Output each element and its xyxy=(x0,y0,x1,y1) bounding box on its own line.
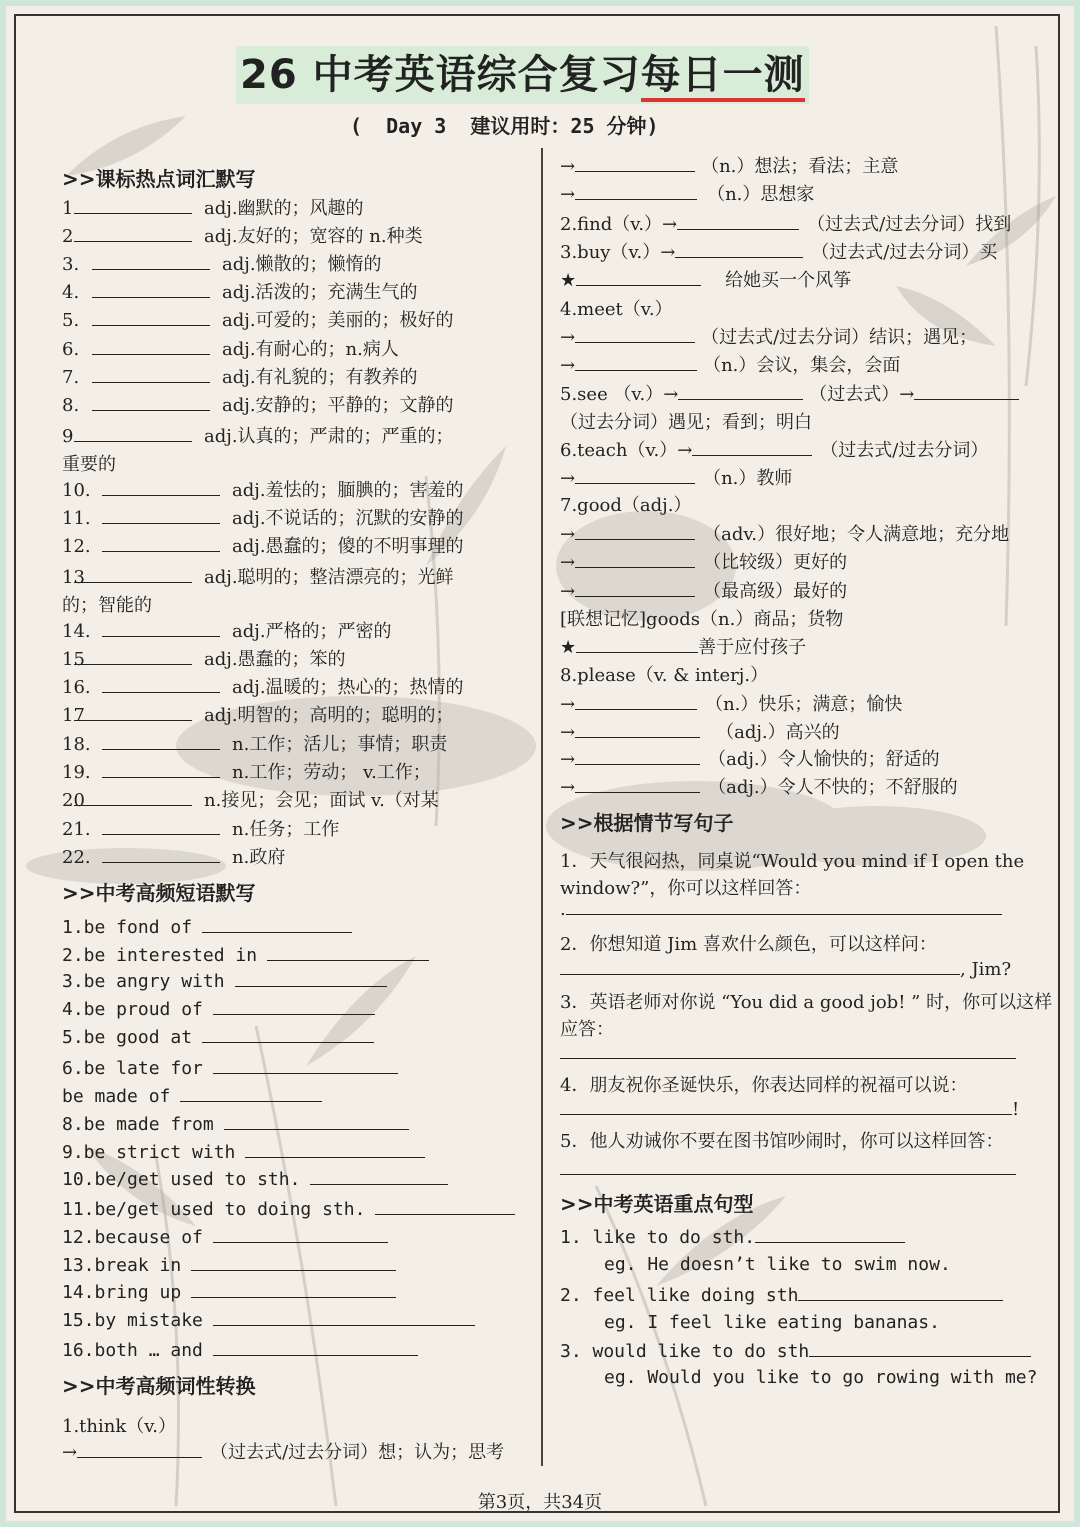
pattern-example: eg. I feel like eating bananas. xyxy=(604,1312,940,1333)
star-icon: ★ xyxy=(560,637,577,658)
vocab-desc: n.政府 xyxy=(232,847,286,868)
phrase-text: 4.be proud of xyxy=(62,999,203,1020)
arrow: → xyxy=(560,581,576,602)
row-desc: （adj.）令人不快的；不舒服的 xyxy=(708,777,958,798)
pattern-text: 2. feel like doing sth xyxy=(560,1285,799,1306)
vocab-number: 22. xyxy=(62,847,91,868)
section-sentence-heading: >>根据情节写句子 xyxy=(560,811,734,835)
vocab-desc: n.接见；会见；面试 v.（对某 xyxy=(204,790,439,811)
phrase-text: 5.be good at xyxy=(62,1027,193,1048)
wordform-row xyxy=(560,773,958,799)
phrase-item xyxy=(62,944,429,966)
pattern-text: 3. would like to do sth xyxy=(560,1341,810,1362)
answer-blank[interactable] xyxy=(575,748,700,765)
answer-blank[interactable] xyxy=(560,1158,1016,1175)
arrow: → xyxy=(560,749,576,770)
answer-blank[interactable] xyxy=(213,1309,475,1326)
please-item: 8.please（v. & interj.） xyxy=(560,665,769,686)
sentence-q1-cont: window?”，你可以这样回答： xyxy=(560,878,812,899)
phrase-text: 3.be angry with xyxy=(62,971,225,992)
vocab-desc: n.工作；活儿；事情；职责 xyxy=(232,734,448,755)
answer-blank[interactable] xyxy=(102,507,220,524)
answer-blank[interactable] xyxy=(678,383,803,400)
vocab-number: 15 xyxy=(62,649,85,670)
answer-blank[interactable] xyxy=(560,1042,1016,1059)
vocab-item xyxy=(62,786,439,812)
answer-blank[interactable] xyxy=(180,1085,322,1102)
row-desc: （adv.）很好地；令人满意地；充分地 xyxy=(703,524,1010,545)
phrase-text: 15.by mistake xyxy=(62,1310,203,1331)
phrase-text: be made of xyxy=(62,1086,171,1107)
see-desc: （过去分词）遇见；看到；明白 xyxy=(560,412,812,433)
wordform-row xyxy=(560,436,988,462)
section-wordform-heading: >>中考高频词性转换 xyxy=(62,1374,256,1398)
wordform-row xyxy=(560,266,851,292)
answer-blank[interactable] xyxy=(74,704,192,721)
good-item: 7.good（adj.） xyxy=(560,495,692,516)
row-desc: 给她买一个风筝 xyxy=(725,270,852,291)
row-prefix: 5.see （v.）→ xyxy=(560,384,679,405)
answer-blank[interactable] xyxy=(102,479,220,496)
row-desc: （比较级）更好的 xyxy=(703,552,848,573)
vocab-item xyxy=(62,563,454,589)
vocab-number: 19. xyxy=(62,762,91,783)
wordform-row xyxy=(560,577,847,603)
page-footer: 第3页，共34页 xyxy=(477,1492,603,1513)
sentence-q1: 1．天气很闷热，同桌说“Would you mind if I open the xyxy=(560,851,1025,872)
answer-blank[interactable] xyxy=(74,789,192,806)
sentence-q3-cont: 应答： xyxy=(560,1019,614,1040)
row-desc: （n.）想法；看法；主意 xyxy=(701,156,899,177)
arrow: → xyxy=(560,722,576,743)
arrow: → xyxy=(560,355,576,376)
phrase-item xyxy=(62,1168,448,1190)
pattern-row xyxy=(560,1226,905,1248)
vocab-item xyxy=(62,222,423,248)
row-desc: （过去式/过去分词）买 xyxy=(811,242,998,263)
punct: ! xyxy=(1012,1099,1020,1120)
answer-blank[interactable] xyxy=(575,354,697,371)
phrase-item xyxy=(62,970,387,992)
vocab-number: 5. xyxy=(62,310,80,331)
vocab-number: 20 xyxy=(62,790,85,811)
row-desc: （过去式/过去分词） xyxy=(820,440,989,461)
vocab-desc: adj.活泼的；充满生气的 xyxy=(222,282,418,303)
vocab-number: 7. xyxy=(62,367,80,388)
vocab-desc: 重要的 xyxy=(62,454,116,475)
vocab-desc: adj.羞怯的；腼腆的；害羞的 xyxy=(232,480,464,501)
wordform-row xyxy=(560,152,898,178)
vocab-number: 10. xyxy=(62,480,91,501)
vocab-item xyxy=(62,306,454,332)
row-prefix: 2.find（v.）→ xyxy=(560,214,678,235)
row-desc: （n.）会议，集会，会面 xyxy=(703,355,901,376)
sentence-answer-row xyxy=(560,1158,1016,1180)
arrow: → xyxy=(560,468,576,489)
row-desc: （adj.）高兴的 xyxy=(716,722,840,743)
answer-blank[interactable] xyxy=(92,309,210,326)
answer-blank[interactable] xyxy=(77,1441,202,1458)
vocab-item xyxy=(62,450,116,476)
phrase-item xyxy=(62,1281,396,1303)
vocab-number: 1 xyxy=(62,198,74,219)
answer-blank[interactable] xyxy=(92,338,210,355)
pattern-example: eg. He doesn’t like to swim now. xyxy=(604,1254,951,1275)
vocab-number: 2 xyxy=(62,226,74,247)
vocab-number: 3. xyxy=(62,254,80,275)
phrase-item xyxy=(62,1309,475,1331)
vocab-item xyxy=(62,422,454,448)
answer-blank[interactable] xyxy=(102,676,220,693)
phrase-item xyxy=(62,1057,398,1079)
vocab-desc: adj.明智的；高明的；聪明的； xyxy=(204,705,454,726)
answer-blank[interactable] xyxy=(213,998,375,1015)
answer-blank[interactable] xyxy=(310,1168,448,1185)
wordform-row xyxy=(560,718,840,744)
answer-blank[interactable] xyxy=(576,636,698,653)
vocab-item xyxy=(62,476,464,502)
vocab-item xyxy=(62,843,285,869)
section-phrase-heading: >>中考高频短语默写 xyxy=(62,881,256,905)
answer-blank[interactable] xyxy=(575,326,695,343)
wordform-row xyxy=(560,520,1009,546)
answer-blank[interactable] xyxy=(677,213,799,230)
title-main: 26 中考英语综合复习 xyxy=(240,52,641,98)
section-vocab-heading: >>课标热点词汇默写 xyxy=(62,167,256,191)
answer-blank[interactable] xyxy=(675,241,803,258)
vocab-number: 18. xyxy=(62,734,91,755)
vocab-desc: adj.幽默的；风趣的 xyxy=(204,198,364,219)
vocab-number: 13 xyxy=(62,567,85,588)
row-desc: （n.）快乐；满意；愉快 xyxy=(705,694,903,715)
wordform-row xyxy=(560,238,997,264)
think-desc: （过去式/过去分词）想；认为；思考 xyxy=(210,1442,505,1463)
phrase-text: 1.be fond of xyxy=(62,917,193,938)
sentence-q3: 3．英语老师对你说 “You did a good job! ” 时，你可以这样 xyxy=(560,992,1053,1013)
wordform-row xyxy=(560,351,900,377)
vocab-number: 12. xyxy=(62,536,91,557)
phrase-item xyxy=(62,1198,515,1220)
phrase-item xyxy=(62,1113,409,1135)
vocab-desc: adj.安静的；平静的；文静的 xyxy=(222,395,454,416)
answer-blank[interactable] xyxy=(213,1226,388,1243)
answer-blank[interactable] xyxy=(74,648,192,665)
answer-blank[interactable] xyxy=(692,439,812,456)
vocab-desc: 的；智能的 xyxy=(62,595,152,616)
vocab-desc: adj.懒散的；懒惰的 xyxy=(222,254,382,275)
vocab-item xyxy=(62,701,454,727)
answer-blank[interactable] xyxy=(575,693,697,710)
row-desc: （n.）教师 xyxy=(703,468,793,489)
vocab-number: 21. xyxy=(62,819,91,840)
answer-blank[interactable] xyxy=(92,394,210,411)
answer-blank[interactable] xyxy=(74,197,192,214)
vocab-number: 8. xyxy=(62,395,80,416)
wordform-row xyxy=(560,548,847,574)
phrase-text: 11.be/get used to doing sth. xyxy=(62,1199,366,1220)
phrase-item xyxy=(62,1026,374,1048)
vocab-desc: n.工作；劳动； v.工作； xyxy=(232,762,431,783)
phrase-item xyxy=(62,998,375,1020)
answer-blank[interactable] xyxy=(102,535,220,552)
wordform-row xyxy=(560,745,940,771)
phrase-item xyxy=(62,1226,388,1248)
answer-blank[interactable] xyxy=(74,566,192,583)
phrase-text: 12.because of xyxy=(62,1227,203,1248)
sentence-answer-row xyxy=(560,898,1002,920)
answer-blank[interactable] xyxy=(102,846,220,863)
answer-blank[interactable] xyxy=(213,1057,398,1074)
answer-blank[interactable] xyxy=(798,1284,1003,1301)
vocab-number: 6. xyxy=(62,339,80,360)
vocab-item xyxy=(62,730,447,756)
vocab-item xyxy=(62,617,392,643)
wordform-row xyxy=(560,323,977,349)
vocab-number: 16. xyxy=(62,677,91,698)
phrase-item xyxy=(62,1141,425,1163)
think-item: 1.think（v.） xyxy=(62,1416,177,1437)
answer-blank[interactable] xyxy=(267,944,429,961)
page-title xyxy=(236,46,809,104)
row-desc: （过去式/过去分词）找到 xyxy=(807,214,1012,235)
answer-blank[interactable] xyxy=(245,1141,425,1158)
answer-blank[interactable] xyxy=(213,1339,418,1356)
answer-blank[interactable] xyxy=(74,225,192,242)
answer-blank[interactable] xyxy=(235,970,387,987)
vocab-item xyxy=(62,591,152,617)
phrase-text: 2.be interested in xyxy=(62,945,258,966)
answer-blank[interactable] xyxy=(560,1098,1012,1115)
row-desc: （adj.）令人愉快的；舒适的 xyxy=(708,749,940,770)
phrase-text: 14.bring up xyxy=(62,1282,182,1303)
vocab-item xyxy=(62,815,339,841)
title-highlight: 每日一测 xyxy=(641,52,805,102)
sentence-q4: 4．朋友祝你圣诞快乐，你表达同样的祝福可以说： xyxy=(560,1075,968,1096)
sentence-answer-row xyxy=(560,958,1011,980)
section-pattern-heading: >>中考英语重点句型 xyxy=(560,1192,754,1216)
phrase-item xyxy=(62,1254,396,1276)
vocab-number: 11. xyxy=(62,508,91,529)
vocab-desc: adj.严格的；严密的 xyxy=(232,621,392,642)
vocab-desc: adj.认真的；严肃的；严重的； xyxy=(204,426,454,447)
phrase-item xyxy=(62,1339,418,1361)
vocab-desc: adj.友好的；宽容的 n.种类 xyxy=(204,226,423,247)
arrow: → xyxy=(560,524,576,545)
phrase-text: 13.break in xyxy=(62,1255,182,1276)
phrase-item xyxy=(62,1085,322,1107)
wordform-row xyxy=(560,690,902,716)
row-desc: （n.）思想家 xyxy=(707,184,815,205)
wordform-row xyxy=(560,464,792,490)
vocab-desc: adj.不说话的；沉默的安静的 xyxy=(232,508,464,529)
phrase-text: 8.be made from xyxy=(62,1114,214,1135)
vocab-desc: adj.愚蠢的；笨的 xyxy=(204,649,346,670)
answer-blank[interactable] xyxy=(575,467,695,484)
answer-blank[interactable] xyxy=(375,1198,515,1215)
vocab-desc: adj.可爱的；美丽的；极好的 xyxy=(222,310,454,331)
vocab-item xyxy=(62,758,431,784)
answer-blank[interactable] xyxy=(102,620,220,637)
answer-blank[interactable] xyxy=(202,916,352,933)
phrase-item xyxy=(62,916,352,938)
row-desc: 善于应付孩子 xyxy=(698,637,807,658)
arrow: → xyxy=(560,552,576,573)
answer-blank[interactable] xyxy=(575,523,695,540)
row-desc: （最高级）最好的 xyxy=(703,581,848,602)
phrase-text: 10.be/get used to sth. xyxy=(62,1169,301,1190)
meet-item: 4.meet（v.） xyxy=(560,299,673,320)
vocab-number: 4. xyxy=(62,282,80,303)
wordform-row xyxy=(560,633,806,659)
punct: . xyxy=(560,899,566,920)
answer-blank[interactable] xyxy=(102,733,220,750)
vocab-number: 14. xyxy=(62,621,91,642)
answer-blank[interactable] xyxy=(191,1281,396,1298)
answer-blank[interactable] xyxy=(566,898,1002,915)
sentence-answer-row xyxy=(560,1042,1016,1064)
answer-blank[interactable] xyxy=(560,958,960,975)
column-divider xyxy=(541,148,543,1466)
arrow: → xyxy=(560,327,576,348)
vocab-item xyxy=(62,250,382,276)
sentence-q5: 5．他人劝诫你不要在图书馆吵闹时，你可以这样回答： xyxy=(560,1131,1004,1152)
pattern-row xyxy=(560,1340,1031,1362)
pattern-text: 1. like to do sth. xyxy=(560,1227,756,1248)
phrase-text: 16.both … and xyxy=(62,1340,203,1361)
vocab-desc: adj.聪明的；整洁漂亮的；光鲜 xyxy=(204,567,454,588)
sentence-answer-row xyxy=(560,1098,1019,1120)
phrase-text: 6.be late for xyxy=(62,1058,203,1079)
answer-blank[interactable] xyxy=(74,425,192,442)
answer-blank[interactable] xyxy=(92,281,210,298)
row-prefix: 3.buy（v.）→ xyxy=(560,242,676,263)
vocab-number: 9 xyxy=(62,426,74,447)
answer-blank[interactable] xyxy=(92,253,210,270)
wordform-row xyxy=(560,210,1011,236)
answer-blank[interactable] xyxy=(576,269,701,286)
answer-blank[interactable] xyxy=(575,776,700,793)
wordform-row xyxy=(560,380,1019,406)
page-subtitle: ( Day 3 建议用时：25 分钟) xyxy=(350,114,659,138)
answer-blank[interactable] xyxy=(575,721,700,738)
vocab-desc: adj.有礼貌的；有教养的 xyxy=(222,367,418,388)
pattern-row xyxy=(560,1284,1003,1306)
answer-blank[interactable] xyxy=(102,818,220,835)
answer-blank[interactable] xyxy=(102,761,220,778)
answer-blank[interactable] xyxy=(191,1254,396,1271)
phrase-text: 9.be strict with xyxy=(62,1142,236,1163)
vocab-desc: n.任务；工作 xyxy=(232,819,340,840)
arrow: → xyxy=(560,777,576,798)
vocab-desc: adj.温暖的；热心的；热情的 xyxy=(232,677,464,698)
vocab-number: 17 xyxy=(62,705,85,726)
row-desc: （过去式）→ xyxy=(809,384,915,405)
answer-blank[interactable] xyxy=(809,1340,1031,1357)
answer-blank[interactable] xyxy=(914,383,1019,400)
star-icon: ★ xyxy=(560,270,577,291)
answer-blank[interactable] xyxy=(202,1026,374,1043)
wordform-row xyxy=(560,180,814,206)
vocab-desc: adj.有耐心的；n.病人 xyxy=(222,339,399,360)
row-prefix: 6.teach（v.）→ xyxy=(560,440,693,461)
arrow: → xyxy=(560,156,576,177)
vocab-item xyxy=(62,504,464,530)
think-answer-row xyxy=(62,1438,504,1464)
arrow: → xyxy=(62,1442,78,1463)
answer-blank[interactable] xyxy=(224,1113,409,1130)
pattern-example: eg. Would you like to go rowing with me? xyxy=(604,1367,1038,1388)
vocab-item xyxy=(62,673,464,699)
sentence-q2: 2．你想知道 Jim 喜欢什么颜色，可以这样问： xyxy=(560,934,937,955)
arrow: → xyxy=(560,184,576,205)
vocab-item xyxy=(62,391,454,417)
vocab-desc: adj.愚蠢的；傻的不明事理的 xyxy=(232,536,464,557)
row-desc: （过去式/过去分词）结识；遇见； xyxy=(701,327,978,348)
vocab-item xyxy=(62,645,346,671)
answer-blank[interactable] xyxy=(575,551,695,568)
punct: , Jim? xyxy=(960,959,1012,980)
answer-blank[interactable] xyxy=(575,155,695,172)
answer-blank[interactable] xyxy=(755,1226,905,1243)
arrow: → xyxy=(560,694,576,715)
answer-blank[interactable] xyxy=(92,366,210,383)
answer-blank[interactable] xyxy=(575,183,697,200)
vocab-item xyxy=(62,278,418,304)
vocab-item xyxy=(62,335,399,361)
memory-tip: [联想记忆]goods（n.）商品；货物 xyxy=(560,609,844,630)
vocab-item xyxy=(62,532,464,558)
vocab-item xyxy=(62,363,418,389)
answer-blank[interactable] xyxy=(575,580,695,597)
vocab-item xyxy=(62,194,364,220)
